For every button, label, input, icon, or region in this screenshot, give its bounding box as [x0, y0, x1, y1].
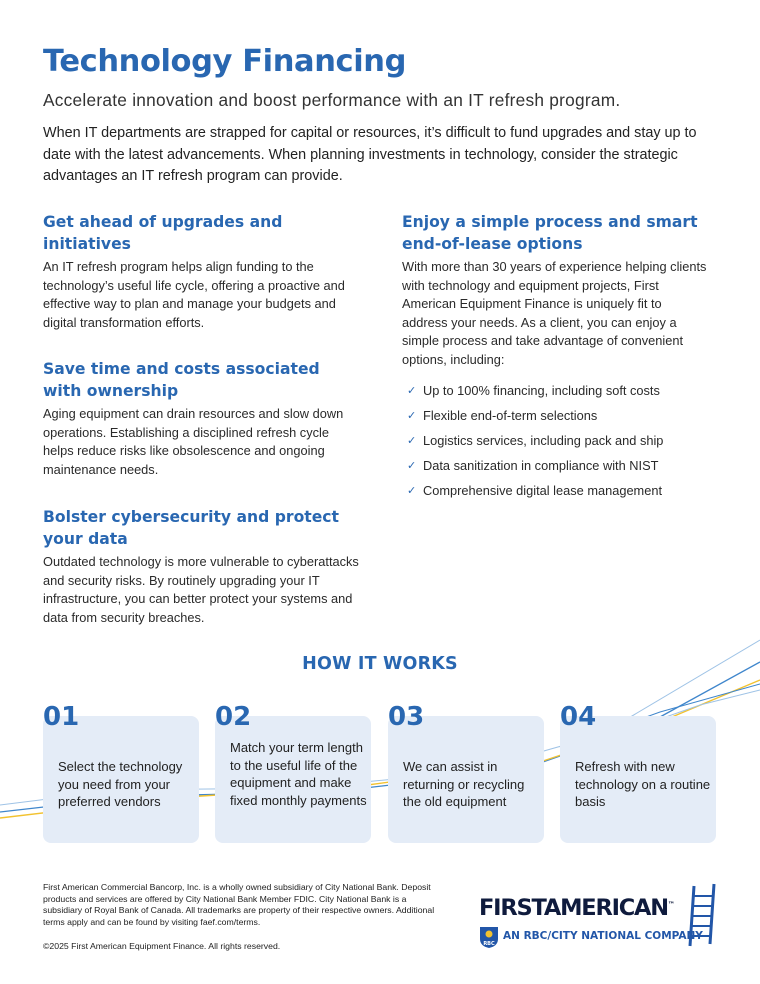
how-it-works-title: HOW IT WORKS	[302, 654, 458, 674]
check-icon: ✓	[407, 458, 417, 472]
section-body: Aging equipment can drain resources and slow down operations. Establishing a disciplined refresh cycle helps reduce risks like obsolescence and ongoing maintenance needs.	[43, 406, 344, 477]
check-icon: ✓	[407, 433, 417, 447]
step-text: Refresh with new technology on a routine basis	[575, 759, 711, 810]
section-body: An IT refresh program helps align funding to the technology’s useful life cycle, offering a proactive and effective way to plan and manage your budgets and digital transformation efforts.	[43, 259, 345, 330]
check-icon: ✓	[407, 408, 417, 422]
checklist-item: ✓ Data sanitization in compliance with NIST	[402, 457, 707, 476]
rbc-shield-icon	[479, 926, 499, 949]
intro-paragraph: When IT departments are strapped for capital or resources, it’s difficult to fund upgrades and stay up to date with the latest advancements. When planning investments in technology, consider the strategic advantages an IT refresh program can provide.	[43, 125, 697, 184]
section-heading: Save time and costs associated with ownership	[43, 360, 320, 400]
checklist-item: ✓ Up to 100% financing, including soft costs	[402, 382, 707, 401]
page-subtitle: Accelerate innovation and boost performance with an IT refresh program.	[43, 90, 621, 110]
options-checklist	[402, 382, 707, 501]
section-cybersecurity	[43, 507, 363, 627]
step-number: 02	[215, 702, 252, 732]
ladder-logo-icon	[688, 882, 718, 948]
copyright: ©2025 First American Equipment Finance. All rights reserved.	[43, 941, 281, 951]
step-number: 03	[388, 702, 425, 732]
step-text: We can assist in returning or recycling the old equipment	[403, 759, 525, 810]
checklist-item: ✓ Logistics services, including pack and ship	[402, 432, 707, 451]
section-heading: Get ahead of upgrades and initiatives	[43, 213, 283, 253]
check-icon: ✓	[407, 483, 417, 497]
section-process	[402, 212, 707, 506]
section-heading: Bolster cybersecurity and protect your data	[43, 508, 340, 548]
checklist-item: ✓ Flexible end-of-term selections	[402, 407, 707, 426]
brand-tagline: AN RBC/CITY NATIONAL COMPANY	[503, 930, 703, 942]
step-text: Select the technology you need from your preferred vendors	[58, 759, 183, 810]
step-1	[43, 702, 199, 843]
checklist-item: ✓ Comprehensive digital lease management	[402, 482, 707, 501]
check-icon: ✓	[407, 383, 417, 397]
section-ownership	[43, 359, 363, 479]
brand-wordmark: FIRSTAMERICAN™	[479, 895, 674, 921]
section-body: Outdated technology is more vulnerable to cyberattacks and security risks. By routinely upgrading your IT infrastructure, you can better protect your systems and data from security breaches.	[43, 554, 359, 625]
step-2	[215, 702, 371, 843]
step-text: Match your term length to the useful life of the equipment and make fixed monthly payments	[230, 740, 367, 808]
step-number: 04	[560, 702, 597, 732]
section-heading: Enjoy a simple process and smart end-of-lease options	[402, 213, 698, 253]
section-body: With more than 30 years of experience helping clients with technology and equipment projects, First American Equipment Finance is uniquely fit to address your needs. As a client, you can enjoy a simple process and take advantage of convenient options, including:	[402, 259, 707, 367]
page-title: Technology Financing	[43, 44, 407, 79]
section-upgrades	[43, 212, 363, 332]
step-3	[388, 702, 544, 843]
step-number: 01	[43, 702, 80, 732]
step-4	[560, 702, 716, 843]
svg-text:RBC: RBC	[483, 941, 495, 947]
legal-disclaimer: First American Commercial Bancorp, Inc. is a wholly owned subsidiary of City National Bank. Deposit products and services are offered by City National Bank Member FDIC. City National Bank is a subsidiary of Royal Bank of Canada. All trademarks are property of their respective owners. Additional terms apply and can be found by visiting faef.com/terms.	[43, 882, 435, 927]
